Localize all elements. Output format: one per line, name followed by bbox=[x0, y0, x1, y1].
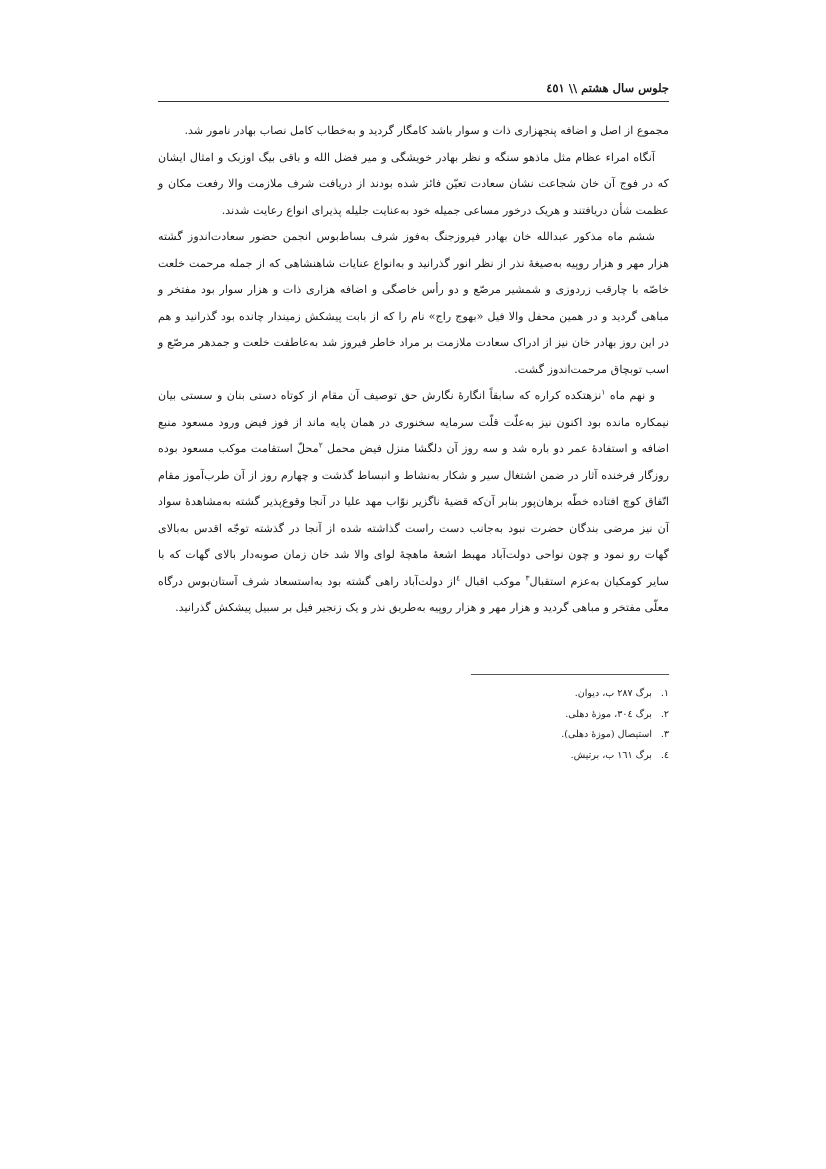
footnote-divider bbox=[471, 674, 669, 675]
footnote-number: ١. bbox=[660, 688, 669, 699]
footnote-text: برگ ١٦١ ب، برتیش. bbox=[570, 749, 652, 761]
paragraph bbox=[158, 224, 669, 383]
footnote-number: ٣. bbox=[660, 729, 669, 740]
text-segment: نزهتکده کراره که سابقاً انگارهٔ نگارش حق توصیف آن مقام از کوتاه دستی بنان و سستی بیان نیمکاره مانده بود اکنون نیز به‌علّت قلّت سرمایه سخنوری در همان پایه ماند از فوز فیض ورود مسعود منبع اضافه و استفادهٔ عمر دو باره شد و سه روز آن دلگشا منزل فیض محمل bbox=[158, 389, 669, 455]
footnotes bbox=[369, 684, 669, 766]
footnote-item bbox=[369, 684, 669, 705]
book-page bbox=[158, 68, 669, 761]
footnote-text: برگ ٢٨٧ ب، دیوان. bbox=[574, 688, 652, 699]
text-segment: از دولت‌آباد راهی گشته بود به‌استسعاد شرف آستان‌بوس درگاه معلّی مفتخر و مباهی گردید و هزار مهر و هزار روپیه به‌طریق نذر و یک زنجیر فیل بر سبیل پیشکش گذرانید. bbox=[158, 574, 669, 614]
footnote-item bbox=[369, 746, 669, 767]
footnote-item bbox=[369, 725, 669, 746]
header-title: جلوس سال هشتم \\ ٤٥١ bbox=[546, 81, 669, 95]
text-segment: آنگاه امراء عظام مثل ماذهو سنگه و نظر بهادر خویشگی و میر فضل الله و باقی بیگ اوزبک و امثال ایشان که در فوج آن خان شجاعت نشان سعادت تعیّن فائز شده بودند از دریافت شرف ملازمت والا رفعت مکان و عظمت شأن دریافتند و هریک درخور مساعی جمیله خود به‌عنایت جلیله پذیرای انواع رعایت شدند. bbox=[158, 150, 669, 217]
text-segment: مجموع از اصل و اضافه پنجهزاری ذات و سوار باشد کامگار گردید و به‌خطاب کامل نصاب بهادر نامور شد. bbox=[184, 124, 669, 137]
text-segment: ششم ماه مذکور عبدالله خان بهادر فیروزجنگ به‌فوز شرف بساط‌بوس انجمن حضور سعادت‌اندوز گشته هزار مهر و هزار روپیه به‌صیغهٔ نذر از نظر انور گذرانید و به‌انواع عنایات شاهنشاهی که از جمله مرحمت خلعت خاصّه با چارقب زردوزی و شمشیر مرصّع و دو رأس خاصگی و اضافه هزاری ذات و هزار سوار بود مفتخر و مباهی گردید و در همین محفل والا فیل «بهوج راج» نام را که از بابت پیشکش زمیندار چانده بود گذرانید و هم در این روز بهادر خان نیز از ادراک سعادت ملازمت بر مراد خاطر فیروز شد به‌عاطفت خلعت و جمدهر مرصّع و اسب توبچاق مرحمت‌اندوز گشت. bbox=[158, 230, 669, 376]
footnote-item bbox=[369, 705, 669, 726]
running-header bbox=[158, 78, 669, 102]
footnote-number: ٢. bbox=[660, 708, 669, 720]
paragraph bbox=[158, 118, 669, 145]
footnote-ref: ٤ bbox=[456, 572, 461, 582]
text-segment: موکب اقبال bbox=[460, 574, 526, 588]
text-segment: محلّ استقامت موکب مسعود بوده روزگار فرخنده آثار در ضمن اشتغال سیر و شکار به‌نشاط و انبساط گذشت و چهارم روز از آن طرب‌آموز مقام اتّفاق کوچ افتاده خطّه برهان‌پور بنابر آن‌که قضیهٔ ناگزیر نوّاب مهد علیا در آنجا وقوع‌پذیر گشته به‌مشاهدهٔ سواد آن نیز مرضی بندگان حضرت نبود به‌جانب دست راست گذاشته شده از آنجا در گذشته توجّه اقدس به‌بالای گهات رو نمود و چون نواحی دولت‌آباد مهبط اشعهٔ ماهچهٔ لوای والا شد خان زمان صوبه‌دار بالای گهات که با سایر کومکیان به‌عزم استقبال bbox=[158, 442, 669, 588]
footnote-ref: ٣ bbox=[525, 572, 530, 582]
main-text bbox=[158, 118, 669, 622]
footnote-text: برگ ٣٠٤، موزهٔ دهلی. bbox=[565, 708, 652, 720]
paragraph bbox=[158, 145, 669, 225]
footnote-text: استیصال (موزهٔ دهلی). bbox=[561, 729, 652, 740]
footnote-number: ٤. bbox=[660, 749, 669, 761]
footnote-ref: ١ bbox=[601, 387, 606, 397]
paragraph bbox=[158, 383, 669, 622]
footnote-ref: ٢ bbox=[318, 440, 323, 450]
text-segment: و نهم ماه bbox=[605, 389, 655, 402]
